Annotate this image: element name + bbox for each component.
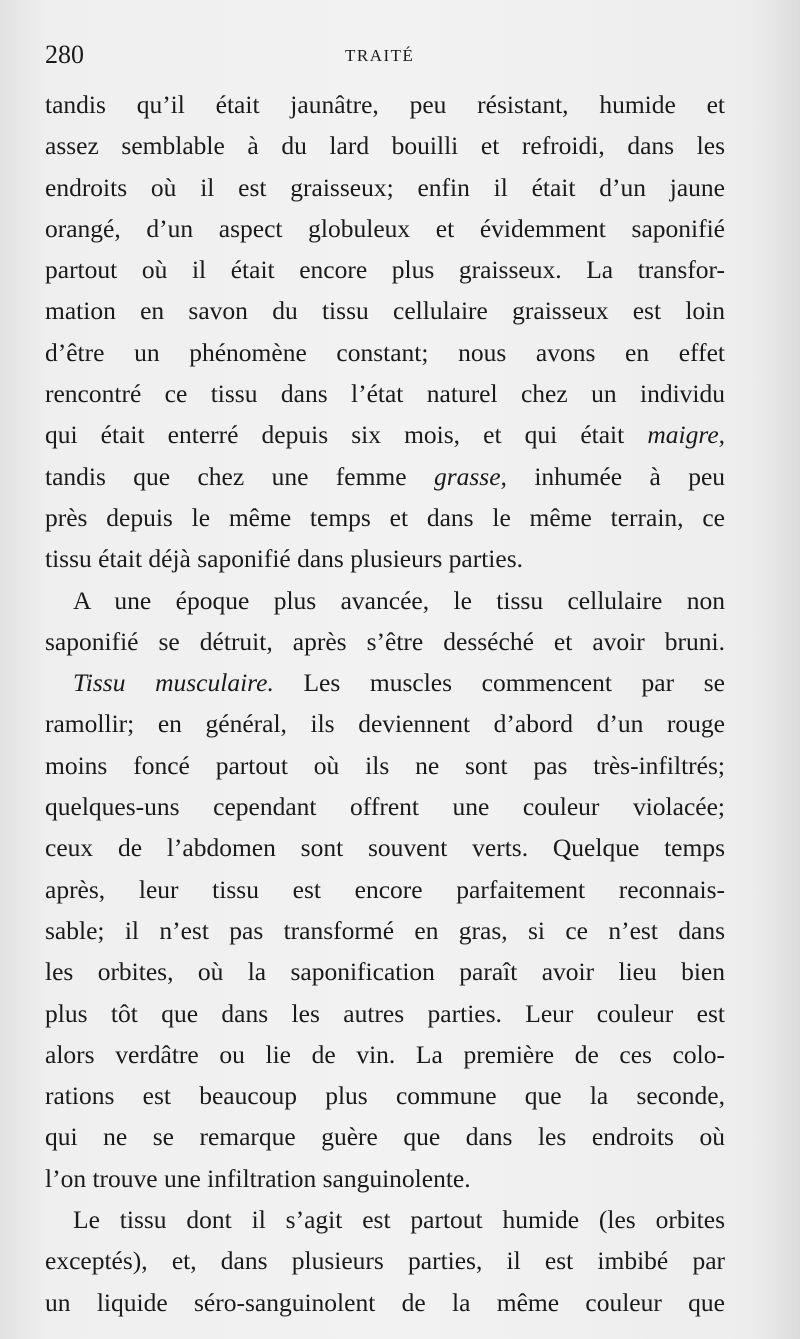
text-line: rencontré ce tissu dans l’état naturel chez un individu: [45, 379, 725, 409]
line-text: inhumée à peu: [534, 461, 725, 491]
text-line: sable; il n’est pas transformé en gras, si ce n’est dans: [45, 915, 725, 945]
paragraph-start: [45, 662, 725, 703]
body-text: [45, 84, 725, 1323]
text-line: qui ne se remarque guère que dans les endroits où: [45, 1122, 725, 1152]
text-line: l’on trouve une infiltration sanguinolente.: [45, 1163, 471, 1193]
text-line: les orbites, où la saponification paraît avoir lieu bien: [45, 957, 725, 987]
text-line: un liquide séro-sanguinolent de la même couleur que: [45, 1287, 725, 1317]
text-line: [45, 414, 725, 455]
text-line: près depuis le même temps et dans le même terrain, ce: [45, 502, 725, 532]
paragraph-start: Le tissu dont il s’agit est partout humide (les orbites: [73, 1205, 725, 1235]
text-line: d’être un phénomène constant; nous avons en effet: [45, 337, 725, 367]
page-header: [45, 40, 725, 80]
line-text: Les muscles commencent par se: [303, 668, 725, 698]
text-line: [45, 456, 725, 497]
text-line: assez semblable à du lard bouilli et refroidi, dans les: [45, 131, 725, 161]
text-line: endroits où il est graisseux; enfin il était d’un jaune: [45, 172, 725, 202]
text-line: quelques-uns cependant offrent une couleur violacée;: [45, 792, 725, 822]
italic-word: maigre,: [647, 420, 725, 450]
text-line: moins foncé partout où ils ne sont pas très-infiltrés;: [45, 750, 725, 780]
running-head: TRAITÉ: [345, 46, 415, 65]
line-text: qui était enterré depuis six mois, et qui était: [45, 420, 625, 450]
text-line: rations est beaucoup plus commune que la seconde,: [45, 1081, 725, 1111]
line-text: tandis que chez une femme: [45, 461, 407, 491]
text-line: plus tôt que dans les autres parties. Leur couleur est: [45, 998, 725, 1028]
italic-word: grasse,: [433, 461, 507, 491]
section-heading: Tissu musculaire.: [73, 668, 274, 698]
text-line: ceux de l’abdomen sont souvent verts. Quelque temps: [45, 833, 725, 863]
text-line: alors verdâtre ou lie de vin. La première de ces colo-: [45, 1039, 725, 1069]
paragraph-start: A une époque plus avancée, le tissu cellulaire non: [73, 585, 725, 615]
text-line: tandis qu’il était jaunâtre, peu résistant, humide et: [45, 90, 725, 119]
text-line: saponifié se détruit, après s’être desséché et avoir bruni.: [45, 626, 725, 656]
text-line: ramollir; en général, ils deviennent d’abord d’un rouge: [45, 709, 725, 739]
page-number: 280: [45, 40, 84, 69]
text-line: après, leur tissu est encore parfaitement reconnais-: [45, 874, 725, 904]
text-line: orangé, d’un aspect globuleux et évidemment saponifié: [45, 213, 725, 243]
text-line: exceptés), et, dans plusieurs parties, il est imbibé par: [45, 1246, 725, 1276]
text-line: partout où il était encore plus graisseux. La transfor-: [45, 255, 725, 285]
text-line: mation en savon du tissu cellulaire graisseux est loin: [45, 296, 725, 326]
text-line: tissu était déjà saponifié dans plusieurs parties.: [45, 544, 524, 574]
